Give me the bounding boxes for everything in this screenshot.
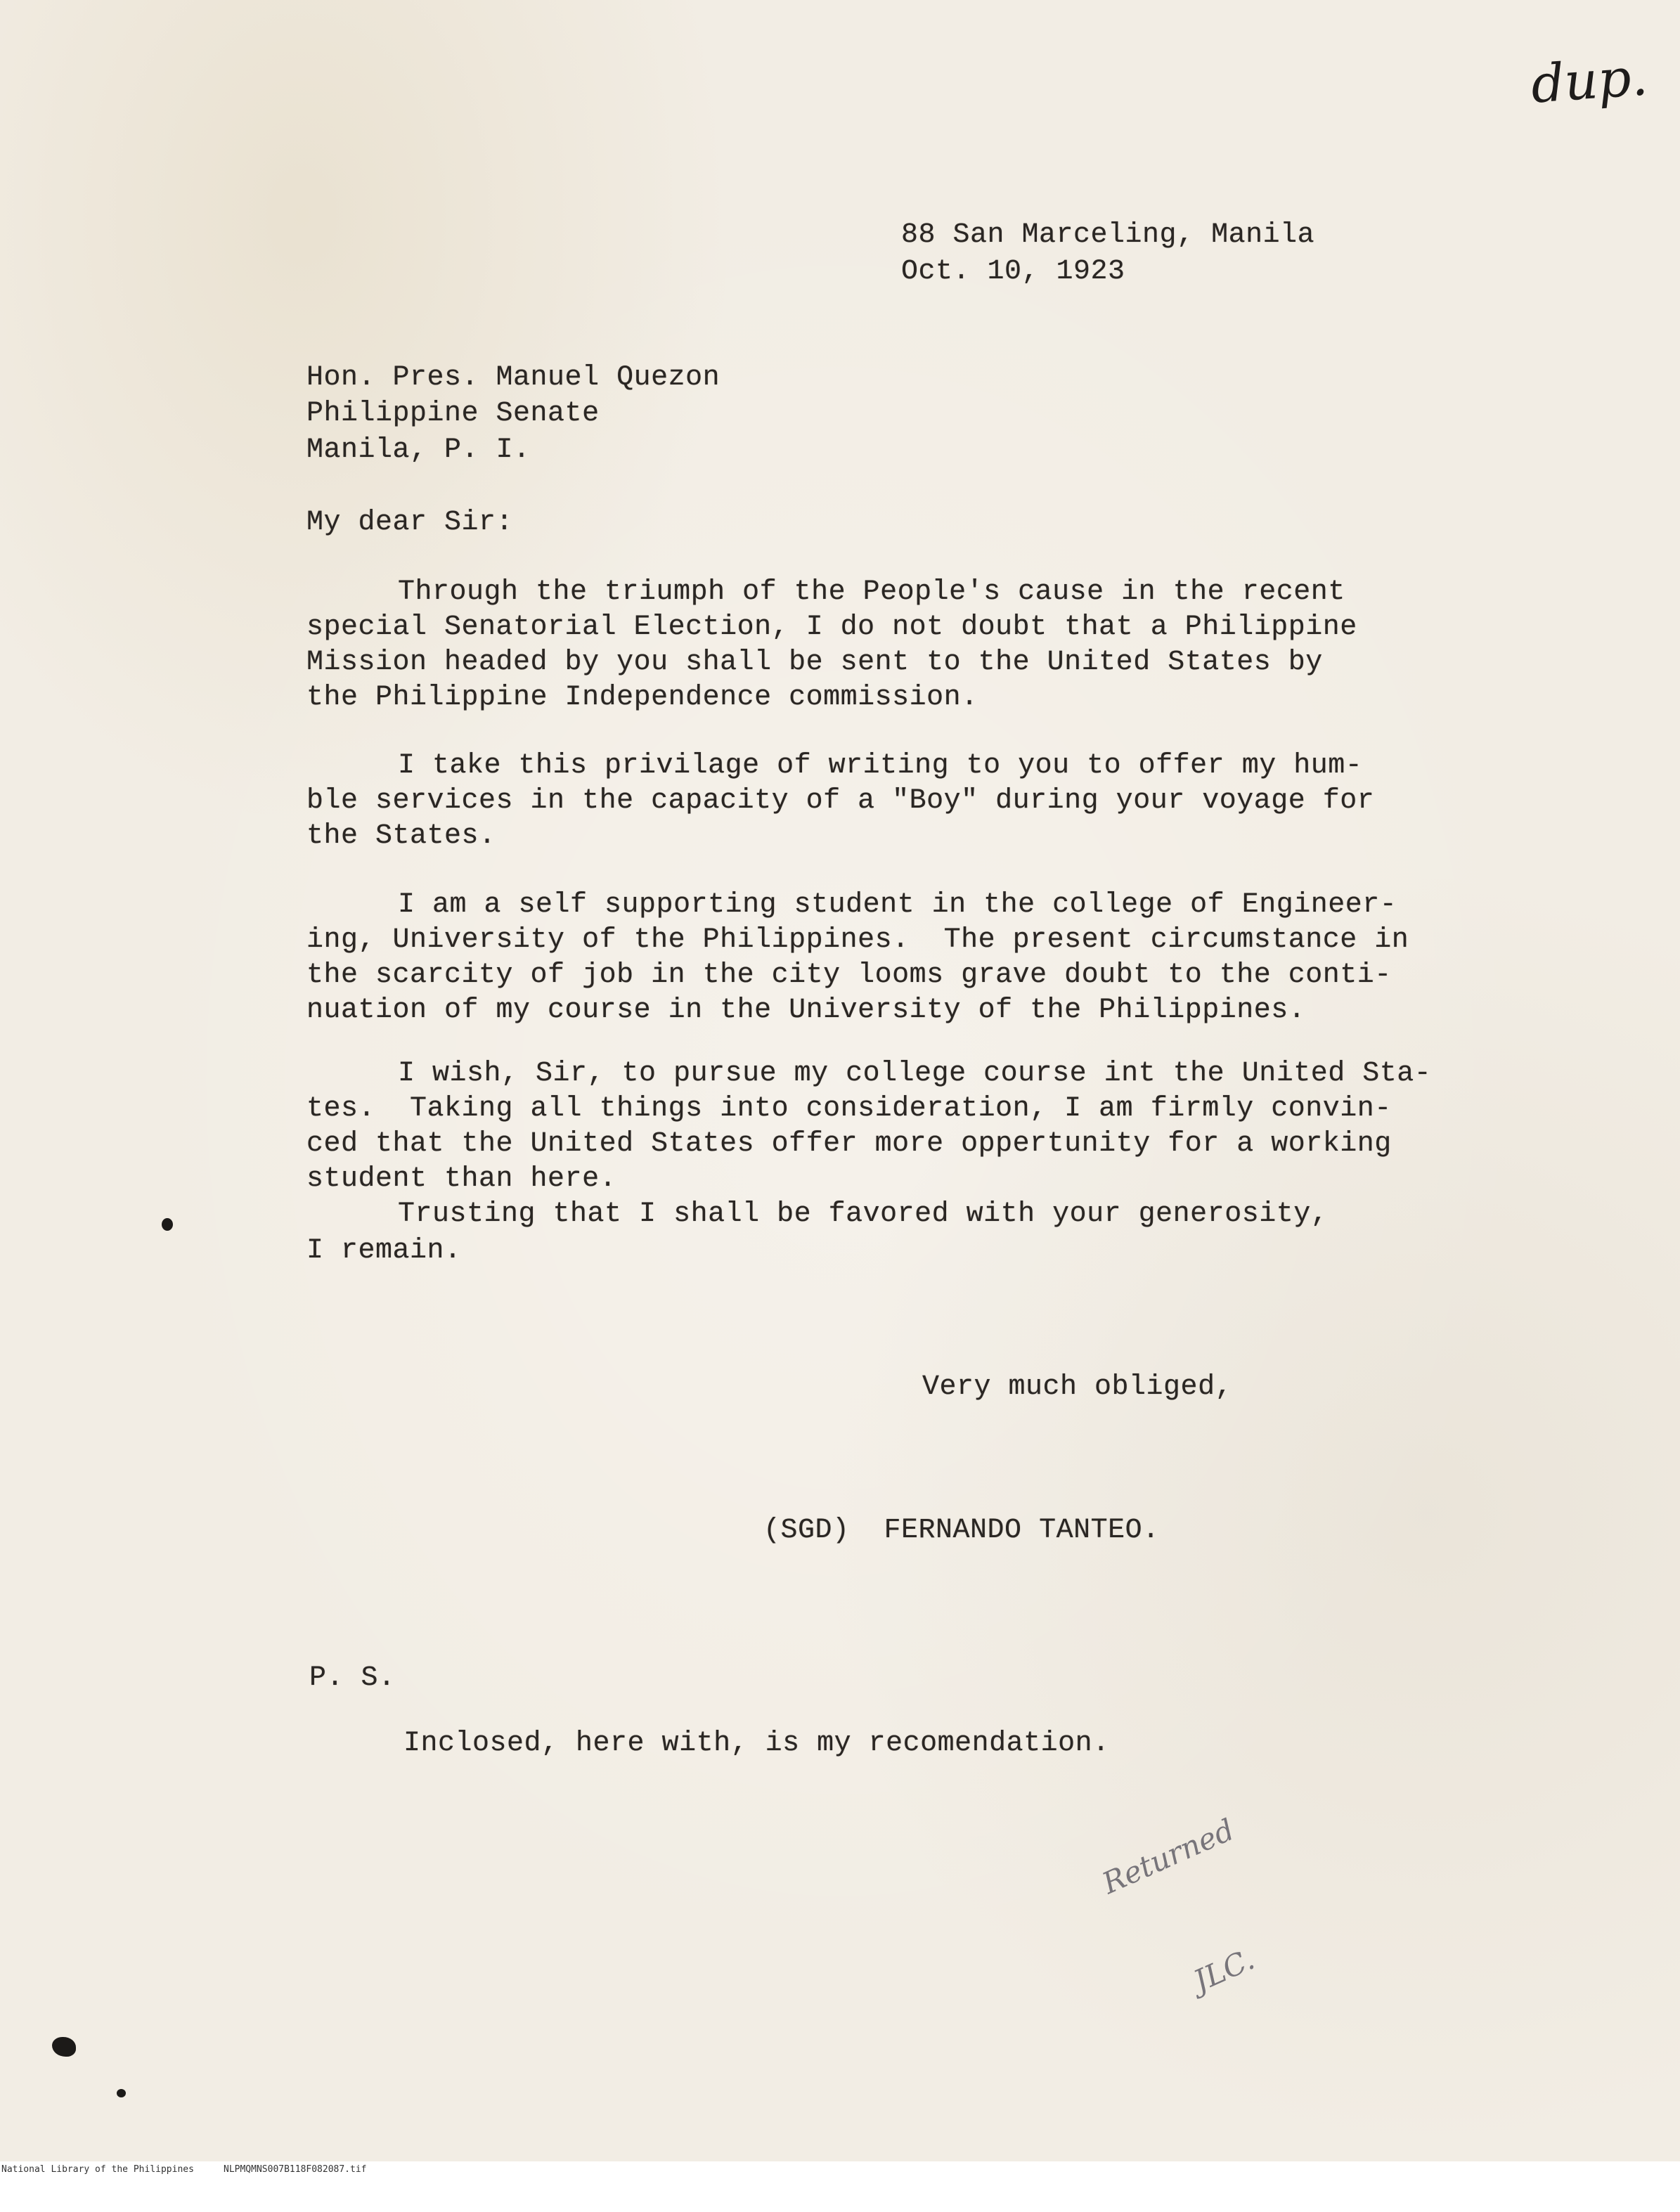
letter-date: Oct. 10, 1923 — [901, 256, 1125, 287]
body-line: Mission headed by you shall be sent to the United States by — [306, 647, 1323, 678]
closing: Very much obliged, — [922, 1371, 1233, 1403]
recipient-organization: Philippine Senate — [306, 398, 600, 429]
body-line: nuation of my course in the University of the Philippines. — [306, 995, 1306, 1026]
footer-file-name: NLPMQMNS007B118F082087.tif — [224, 2164, 367, 2175]
body-line: I wish, Sir, to pursue my college course int the United Sta- — [398, 1058, 1432, 1089]
ink-spot — [52, 2037, 76, 2057]
body-line: the Philippine Independence commission. — [306, 682, 978, 713]
body-line: special Senatorial Election, I do not doubt that a Philippine — [306, 612, 1357, 643]
body-line: I remain. — [306, 1235, 462, 1267]
recipient-city: Manila, P. I. — [306, 434, 531, 466]
body-line: ble services in the capacity of a "Boy" during your voyage for — [306, 785, 1375, 817]
body-line: Through the triumph of the People's cause in the recent — [398, 576, 1345, 608]
body-line: ing, University of the Philippines. The present circumstance in — [306, 924, 1409, 956]
body-line: student than here. — [306, 1163, 617, 1195]
body-line: I am a self supporting student in the college of Engineer- — [398, 889, 1397, 921]
returned-initials: JLC. — [1188, 1941, 1260, 1999]
postscript-label: P. S. — [309, 1662, 396, 1694]
body-line: Trusting that I shall be favored with your generosity, — [398, 1198, 1329, 1230]
sender-address: 88 San Marceling, Manila — [901, 219, 1315, 251]
signature: (SGD) FERNANDO TANTEO. — [763, 1515, 1160, 1546]
recipient-name: Hon. Pres. Manuel Quezon — [306, 362, 721, 394]
returned-word: Returned — [1097, 1812, 1239, 1901]
ink-spot — [117, 2089, 126, 2097]
body-line: the States. — [306, 820, 496, 852]
handwritten-dup-note: dup. — [1529, 46, 1650, 115]
handwritten-returned-note — [1061, 1732, 1326, 2097]
salutation: My dear Sir: — [306, 507, 514, 538]
footer-library-name: National Library of the Philippines — [1, 2164, 194, 2175]
body-line: I take this privilage of writing to you to offer my hum- — [398, 750, 1363, 782]
body-line: the scarcity of job in the city looms grave doubt to the conti- — [306, 959, 1392, 991]
body-line: ced that the United States offer more oppertunity for a working — [306, 1128, 1392, 1160]
body-line: tes. Taking all things into consideration, I am firmly convin- — [306, 1093, 1392, 1125]
scan-footer — [0, 2161, 1680, 2178]
postscript-text: Inclosed, here with, is my recomendation. — [403, 1728, 1110, 1759]
ink-spot — [162, 1218, 173, 1231]
